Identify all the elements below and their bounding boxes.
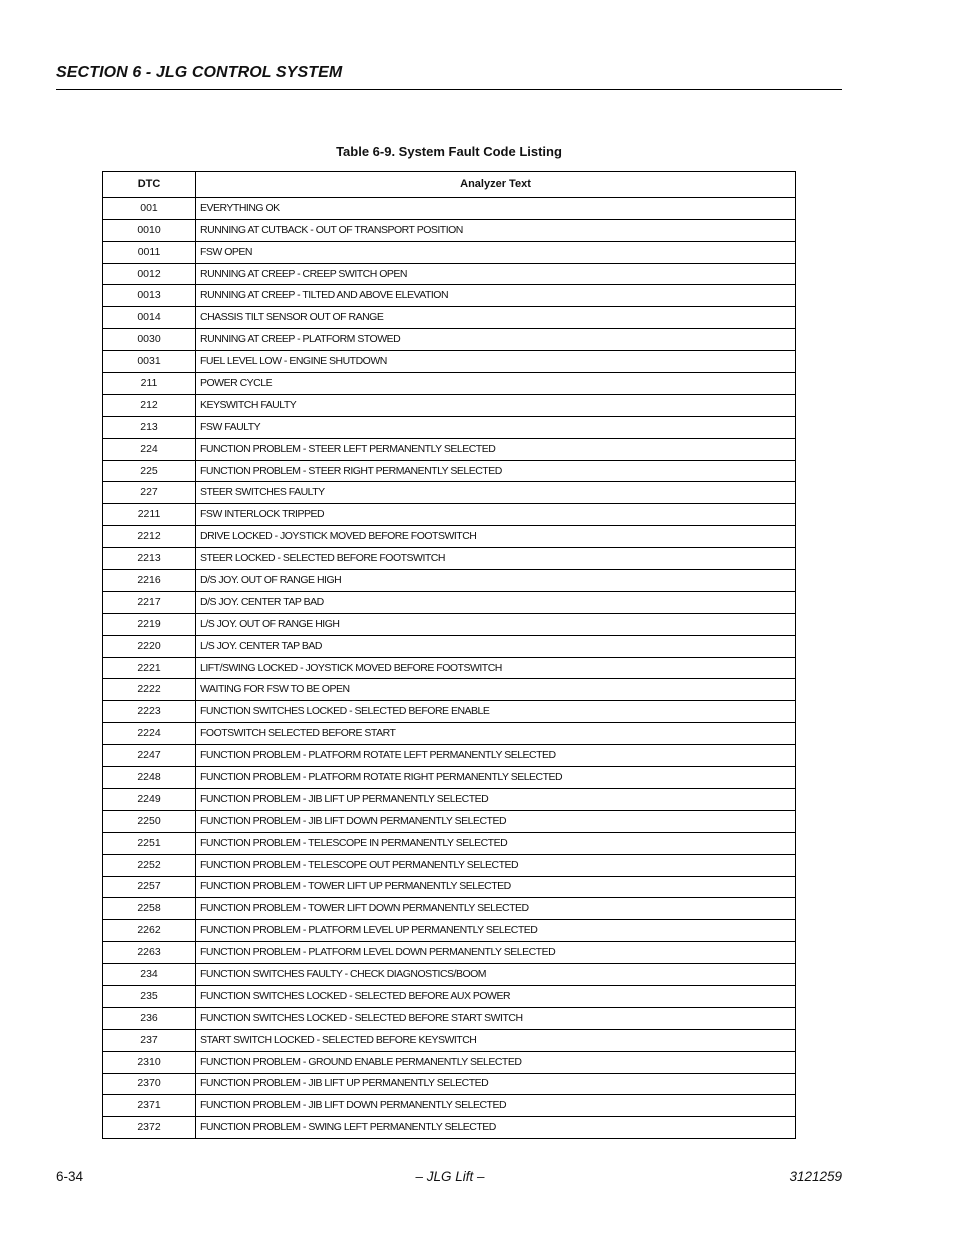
dtc-cell: 227	[103, 482, 196, 504]
table-row	[103, 985, 796, 1007]
analyzer-text-cell: FOOTSWITCH SELECTED BEFORE START	[196, 723, 796, 745]
dtc-cell: 237	[103, 1029, 196, 1051]
table-row	[103, 701, 796, 723]
analyzer-text-cell: POWER CYCLE	[196, 373, 796, 395]
analyzer-text-cell: D/S JOY. CENTER TAP BAD	[196, 591, 796, 613]
dtc-cell: 224	[103, 438, 196, 460]
analyzer-text-cell: DRIVE LOCKED - JOYSTICK MOVED BEFORE FOOTSWITCH	[196, 526, 796, 548]
dtc-cell: 2263	[103, 942, 196, 964]
analyzer-text-cell: STEER LOCKED - SELECTED BEFORE FOOTSWITCH	[196, 548, 796, 570]
dtc-cell: 0014	[103, 307, 196, 329]
analyzer-text-cell: RUNNING AT CREEP - PLATFORM STOWED	[196, 329, 796, 351]
dtc-cell: 0030	[103, 329, 196, 351]
fault-code-table	[102, 171, 796, 1139]
analyzer-text-cell: START SWITCH LOCKED - SELECTED BEFORE KEYSWITCH	[196, 1029, 796, 1051]
table-row	[103, 416, 796, 438]
analyzer-text-cell: FSW INTERLOCK TRIPPED	[196, 504, 796, 526]
table-row	[103, 745, 796, 767]
table-row	[103, 942, 796, 964]
column-header-analyzer-text: Analyzer Text	[196, 172, 796, 198]
table-row	[103, 1117, 796, 1139]
analyzer-text-cell: FUNCTION PROBLEM - PLATFORM ROTATE LEFT PERMANENTLY SELECTED	[196, 745, 796, 767]
dtc-cell: 2211	[103, 504, 196, 526]
analyzer-text-cell: FUNCTION SWITCHES LOCKED - SELECTED BEFORE ENABLE	[196, 701, 796, 723]
dtc-cell: 2247	[103, 745, 196, 767]
analyzer-text-cell: FUNCTION PROBLEM - JIB LIFT UP PERMANENTLY SELECTED	[196, 788, 796, 810]
dtc-cell: 2252	[103, 854, 196, 876]
table-row	[103, 482, 796, 504]
table-header-row	[103, 172, 796, 198]
table-row	[103, 307, 796, 329]
dtc-cell: 2213	[103, 548, 196, 570]
analyzer-text-cell: L/S JOY. OUT OF RANGE HIGH	[196, 613, 796, 635]
header-divider	[56, 89, 842, 90]
dtc-cell: 2220	[103, 635, 196, 657]
dtc-cell: 2216	[103, 570, 196, 592]
analyzer-text-cell: STEER SWITCHES FAULTY	[196, 482, 796, 504]
dtc-cell: 2223	[103, 701, 196, 723]
dtc-cell: 234	[103, 964, 196, 986]
dtc-cell: 2257	[103, 876, 196, 898]
dtc-cell: 2262	[103, 920, 196, 942]
dtc-cell: 212	[103, 394, 196, 416]
analyzer-text-cell: FUNCTION PROBLEM - PLATFORM ROTATE RIGHT PERMANENTLY SELECTED	[196, 767, 796, 789]
dtc-cell: 2248	[103, 767, 196, 789]
analyzer-text-cell: D/S JOY. OUT OF RANGE HIGH	[196, 570, 796, 592]
table-row	[103, 723, 796, 745]
table-row	[103, 635, 796, 657]
table-row	[103, 197, 796, 219]
analyzer-text-cell: FUEL LEVEL LOW - ENGINE SHUTDOWN	[196, 351, 796, 373]
table-row	[103, 570, 796, 592]
table-row	[103, 1029, 796, 1051]
analyzer-text-cell: FUNCTION PROBLEM - TELESCOPE OUT PERMANENTLY SELECTED	[196, 854, 796, 876]
dtc-cell: 0012	[103, 263, 196, 285]
analyzer-text-cell: FUNCTION SWITCHES LOCKED - SELECTED BEFORE START SWITCH	[196, 1007, 796, 1029]
analyzer-text-cell: FSW FAULTY	[196, 416, 796, 438]
analyzer-text-cell: FUNCTION PROBLEM - TOWER LIFT DOWN PERMANENTLY SELECTED	[196, 898, 796, 920]
dtc-cell: 2250	[103, 810, 196, 832]
analyzer-text-cell: FUNCTION PROBLEM - JIB LIFT DOWN PERMANENTLY SELECTED	[196, 1095, 796, 1117]
analyzer-text-cell: FSW OPEN	[196, 241, 796, 263]
analyzer-text-cell: FUNCTION PROBLEM - STEER RIGHT PERMANENTLY SELECTED	[196, 460, 796, 482]
dtc-cell: 2372	[103, 1117, 196, 1139]
dtc-cell: 211	[103, 373, 196, 395]
table-row	[103, 219, 796, 241]
dtc-cell: 213	[103, 416, 196, 438]
dtc-cell: 0013	[103, 285, 196, 307]
analyzer-text-cell: FUNCTION PROBLEM - SWING LEFT PERMANENTLY SELECTED	[196, 1117, 796, 1139]
dtc-cell: 2221	[103, 657, 196, 679]
analyzer-text-cell: FUNCTION PROBLEM - GROUND ENABLE PERMANENTLY SELECTED	[196, 1051, 796, 1073]
table-row	[103, 832, 796, 854]
table-row	[103, 613, 796, 635]
table-row	[103, 679, 796, 701]
analyzer-text-cell: FUNCTION PROBLEM - JIB LIFT UP PERMANENTLY SELECTED	[196, 1073, 796, 1095]
table-row	[103, 788, 796, 810]
table-row	[103, 1073, 796, 1095]
table-body	[103, 197, 796, 1138]
analyzer-text-cell: RUNNING AT CUTBACK - OUT OF TRANSPORT POSITION	[196, 219, 796, 241]
table-row	[103, 329, 796, 351]
dtc-cell: 0031	[103, 351, 196, 373]
table-row	[103, 460, 796, 482]
table-row	[103, 657, 796, 679]
analyzer-text-cell: EVERYTHING OK	[196, 197, 796, 219]
analyzer-text-cell: FUNCTION PROBLEM - JIB LIFT DOWN PERMANENTLY SELECTED	[196, 810, 796, 832]
dtc-cell: 0011	[103, 241, 196, 263]
table-row	[103, 591, 796, 613]
dtc-cell: 2249	[103, 788, 196, 810]
analyzer-text-cell: LIFT/SWING LOCKED - JOYSTICK MOVED BEFORE FOOTSWITCH	[196, 657, 796, 679]
table-row	[103, 526, 796, 548]
table-row	[103, 854, 796, 876]
analyzer-text-cell: L/S JOY. CENTER TAP BAD	[196, 635, 796, 657]
dtc-cell: 001	[103, 197, 196, 219]
analyzer-text-cell: RUNNING AT CREEP - TILTED AND ABOVE ELEVATION	[196, 285, 796, 307]
page-number: 6-34	[56, 1169, 84, 1184]
dtc-cell: 2217	[103, 591, 196, 613]
analyzer-text-cell: FUNCTION PROBLEM - STEER LEFT PERMANENTLY SELECTED	[196, 438, 796, 460]
analyzer-text-cell: FUNCTION PROBLEM - PLATFORM LEVEL UP PERMANENTLY SELECTED	[196, 920, 796, 942]
dtc-cell: 2251	[103, 832, 196, 854]
analyzer-text-cell: WAITING FOR FSW TO BE OPEN	[196, 679, 796, 701]
dtc-cell: 2219	[103, 613, 196, 635]
table-row	[103, 1051, 796, 1073]
table-row	[103, 920, 796, 942]
analyzer-text-cell: FUNCTION PROBLEM - TELESCOPE IN PERMANENTLY SELECTED	[196, 832, 796, 854]
dtc-cell: 235	[103, 985, 196, 1007]
table-row	[103, 1095, 796, 1117]
table-row	[103, 351, 796, 373]
analyzer-text-cell: CHASSIS TILT SENSOR OUT OF RANGE	[196, 307, 796, 329]
table-row	[103, 263, 796, 285]
analyzer-text-cell: RUNNING AT CREEP - CREEP SWITCH OPEN	[196, 263, 796, 285]
dtc-cell: 2212	[103, 526, 196, 548]
dtc-cell: 2224	[103, 723, 196, 745]
dtc-cell: 2310	[103, 1051, 196, 1073]
table-row	[103, 504, 796, 526]
dtc-cell: 236	[103, 1007, 196, 1029]
table-row	[103, 1007, 796, 1029]
dtc-cell: 2222	[103, 679, 196, 701]
table-row	[103, 964, 796, 986]
table-row	[103, 767, 796, 789]
table-row	[103, 876, 796, 898]
table-row	[103, 898, 796, 920]
dtc-cell: 0010	[103, 219, 196, 241]
dtc-cell: 2370	[103, 1073, 196, 1095]
table-row	[103, 394, 796, 416]
analyzer-text-cell: FUNCTION PROBLEM - TOWER LIFT UP PERMANENTLY SELECTED	[196, 876, 796, 898]
table-row	[103, 438, 796, 460]
dtc-cell: 225	[103, 460, 196, 482]
analyzer-text-cell: FUNCTION SWITCHES LOCKED - SELECTED BEFORE AUX POWER	[196, 985, 796, 1007]
analyzer-text-cell: FUNCTION SWITCHES FAULTY - CHECK DIAGNOSTICS/BOOM	[196, 964, 796, 986]
analyzer-text-cell: FUNCTION PROBLEM - PLATFORM LEVEL DOWN PERMANENTLY SELECTED	[196, 942, 796, 964]
analyzer-text-cell: KEYSWITCH FAULTY	[196, 394, 796, 416]
document-number: 3121259	[789, 1169, 842, 1184]
table-row	[103, 285, 796, 307]
table-row	[103, 373, 796, 395]
section-title: SECTION 6 - JLG CONTROL SYSTEM	[56, 64, 343, 81]
footer-brand: – JLG Lift –	[415, 1169, 485, 1184]
dtc-cell: 2371	[103, 1095, 196, 1117]
table-row	[103, 810, 796, 832]
table-caption: Table 6-9. System Fault Code Listing	[336, 144, 562, 159]
table-row	[103, 548, 796, 570]
column-header-dtc: DTC	[103, 172, 196, 198]
table-row	[103, 241, 796, 263]
dtc-cell: 2258	[103, 898, 196, 920]
